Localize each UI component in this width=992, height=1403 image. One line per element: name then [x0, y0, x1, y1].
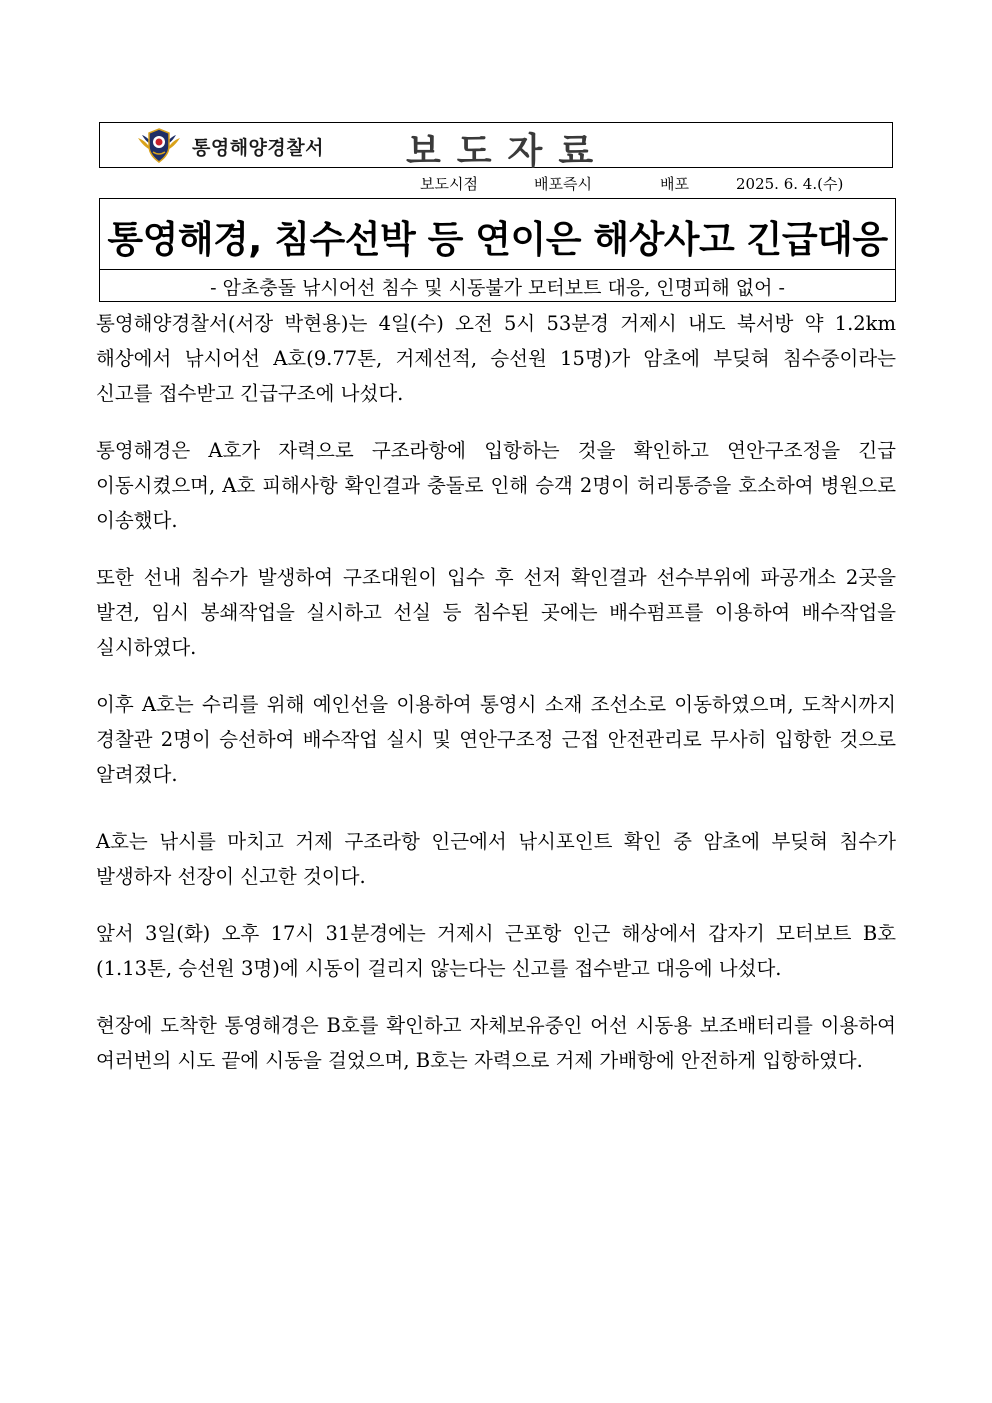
subheadline: - 암초충돌 낚시어선 침수 및 시동불가 모터보트 대응, 인명피해 없어 -: [210, 277, 785, 299]
paragraph-4: 이후 A호는 수리를 위해 예인선을 이용하여 통영시 소재 조선소로 이동하였으며, 도착시까지 경찰관 2명이 승선하여 배수작업 실시 및 연안구조정 근접 안전관리로 무사히 입항한 것으로 알려졌다.: [96, 693, 896, 786]
paragraph-7: 현장에 도착한 통영해경은 B호를 확인하고 자체보유중인 어선 시동용 보조배터리를 이용하여 여러번의 시도 끝에 시동을 걸었으며, B호는 자력으로 거제 가배항에 안전하게 입항하였다.: [96, 1014, 896, 1072]
paragraph-6: 앞서 3일(화) 오후 17시 31분경에는 거제시 근포항 인근 해상에서 갑자기 모터보트 B호(1.13톤, 승선원 3명)에 시동이 걸리지 않는다는 신고를 접수받고 대응에 나섰다.: [96, 922, 896, 980]
paragraph-5: A호는 낚시를 마치고 거제 구조라항 인근에서 낚시포인트 확인 중 암초에 부딪혀 침수가 발생하자 선장이 신고한 것이다.: [96, 830, 896, 888]
release-date-value: 2025. 6. 4.(수): [736, 175, 844, 193]
title-box: [99, 198, 896, 302]
paragraph-1: 통영해양경찰서(서장 박현용)는 4일(수) 오전 5시 53분경 거제시 내도 북서방 약 1.2km 해상에서 낚시어선 A호(9.77톤, 거제선적, 승선원 15명)가 암초에 부딪혀 침수중이라는 신고를 접수받고 긴급구조에 나섰다.: [96, 312, 896, 405]
headline: 통영해경, 침수선박 등 연이은 해상사고 긴급대응: [107, 218, 888, 261]
article-body: [96, 306, 896, 1078]
paragraph-3: 또한 선내 침수가 발생하여 구조대원이 입수 후 선저 확인결과 선수부위에 파공개소 2곳을 발견, 임시 봉쇄작업을 실시하고 선실 등 침수된 곳에는 배수펌프를 이용하여 배수작업을 실시하였다.: [96, 566, 896, 659]
title-divider: [100, 269, 895, 270]
doc-type-title: 보도자료: [406, 131, 610, 172]
release-time-label: 보도시점: [420, 175, 478, 193]
release-info: [420, 173, 890, 195]
paragraph-2: 통영해경은 A호가 자력으로 구조라항에 입항하는 것을 확인하고 연안구조정을 긴급 이동시켰으며, A호 피해사항 확인결과 충돌로 인해 승객 2명이 허리통증을 호소하여 병원으로 이송했다.: [96, 439, 896, 532]
coast-guard-emblem-icon: [136, 126, 182, 166]
release-time-value: 배포즉시: [534, 175, 592, 193]
header-box: [99, 122, 893, 172]
release-date-label: 배포: [660, 175, 689, 193]
org-name: 통영해양경찰서: [192, 137, 324, 159]
